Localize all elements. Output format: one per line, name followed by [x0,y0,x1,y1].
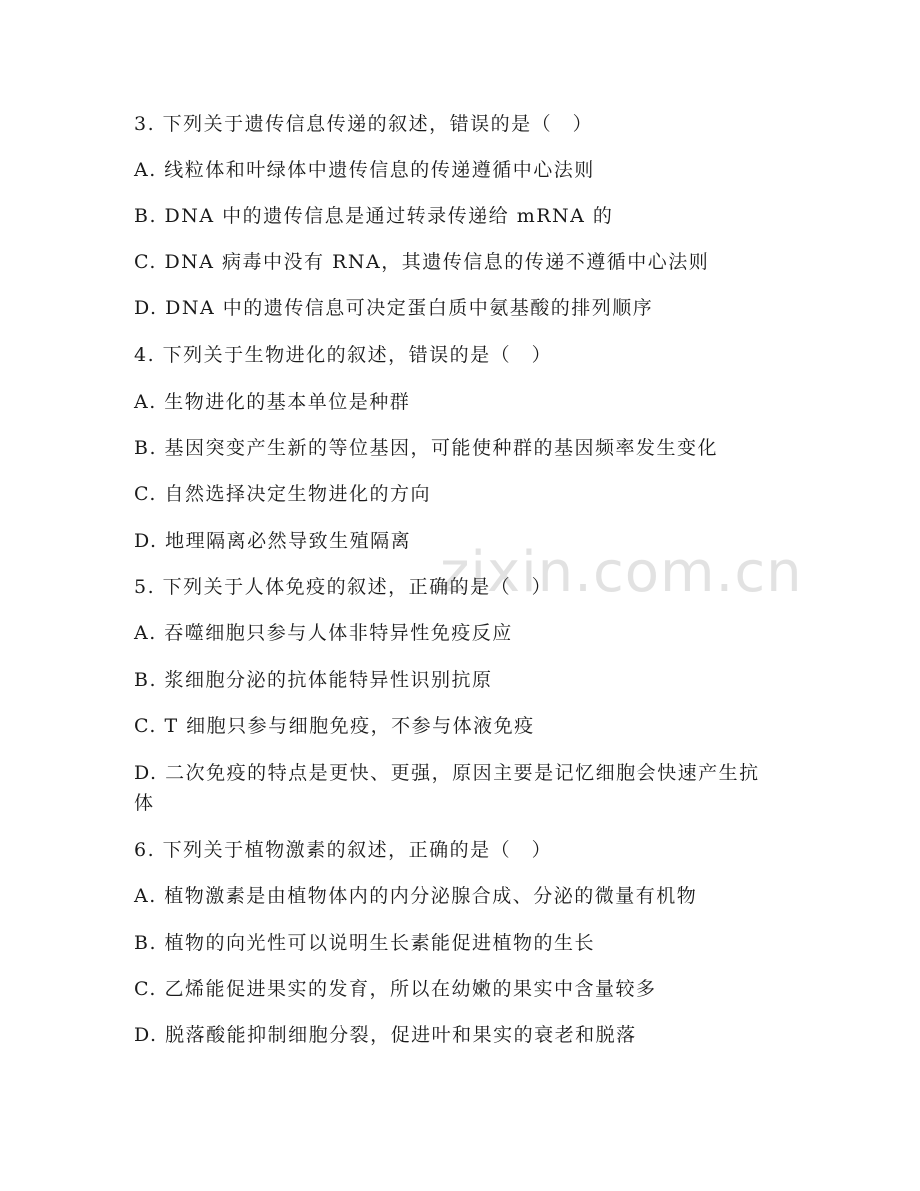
question-3-option-b: B. DNA 中的遗传信息是通过转录传递给 mRNA 的 [134,205,614,227]
question-4-stem: 4. 下列关于生物进化的叙述，错误的是（ ） [134,344,553,366]
question-6-option-a: A. 植物激素是由植物体内的内分泌腺合成、分泌的微量有机物 [134,885,698,907]
question-3-option-a: A. 线粒体和叶绿体中遗传信息的传递遵循中心法则 [134,159,595,181]
question-4-option-d: D. 地理隔离必然导致生殖隔离 [134,530,412,552]
question-6-option-b: B. 植物的向光性可以说明生长素能促进植物的生长 [134,932,596,954]
watermark: zixin.com.cn [440,540,803,605]
question-5-option-a: A. 吞噬细胞只参与人体非特异性免疫反应 [134,622,513,644]
question-3-option-c: C. DNA 病毒中没有 RNA，其遗传信息的传递不遵循中心法则 [134,251,710,273]
question-6-option-c: C. 乙烯能促进果实的发育，所以在幼嫩的果实中含量较多 [134,978,657,1000]
question-4-option-c: C. 自然选择决定生物进化的方向 [134,483,431,505]
question-5-stem: 5. 下列关于人体免疫的叙述，正确的是（ ） [134,576,553,598]
question-5-option-c: C. T 细胞只参与细胞免疫，不参与体液免疫 [134,715,535,737]
question-5-option-d: D. 二次免疫的特点是更快、更强，原因主要是记忆细胞会快速产生抗体 [134,762,760,814]
question-3-option-d: D. DNA 中的遗传信息可决定蛋白质中氨基酸的排列顺序 [134,297,654,319]
question-5-option-b: B. 浆细胞分泌的抗体能特异性识别抗原 [134,669,493,691]
question-6-option-d: D. 脱落酸能抑制细胞分裂，促进叶和果实的衰老和脱落 [134,1024,637,1046]
question-4-option-b: B. 基因突变产生新的等位基因，可能使种群的基因频率发生变化 [134,437,719,459]
question-3-stem: 3. 下列关于遗传信息传递的叙述，错误的是（ ） [134,113,594,135]
question-6-stem: 6. 下列关于植物激素的叙述，正确的是（ ） [134,839,553,861]
question-4-option-a: A. 生物进化的基本单位是种群 [134,391,411,413]
